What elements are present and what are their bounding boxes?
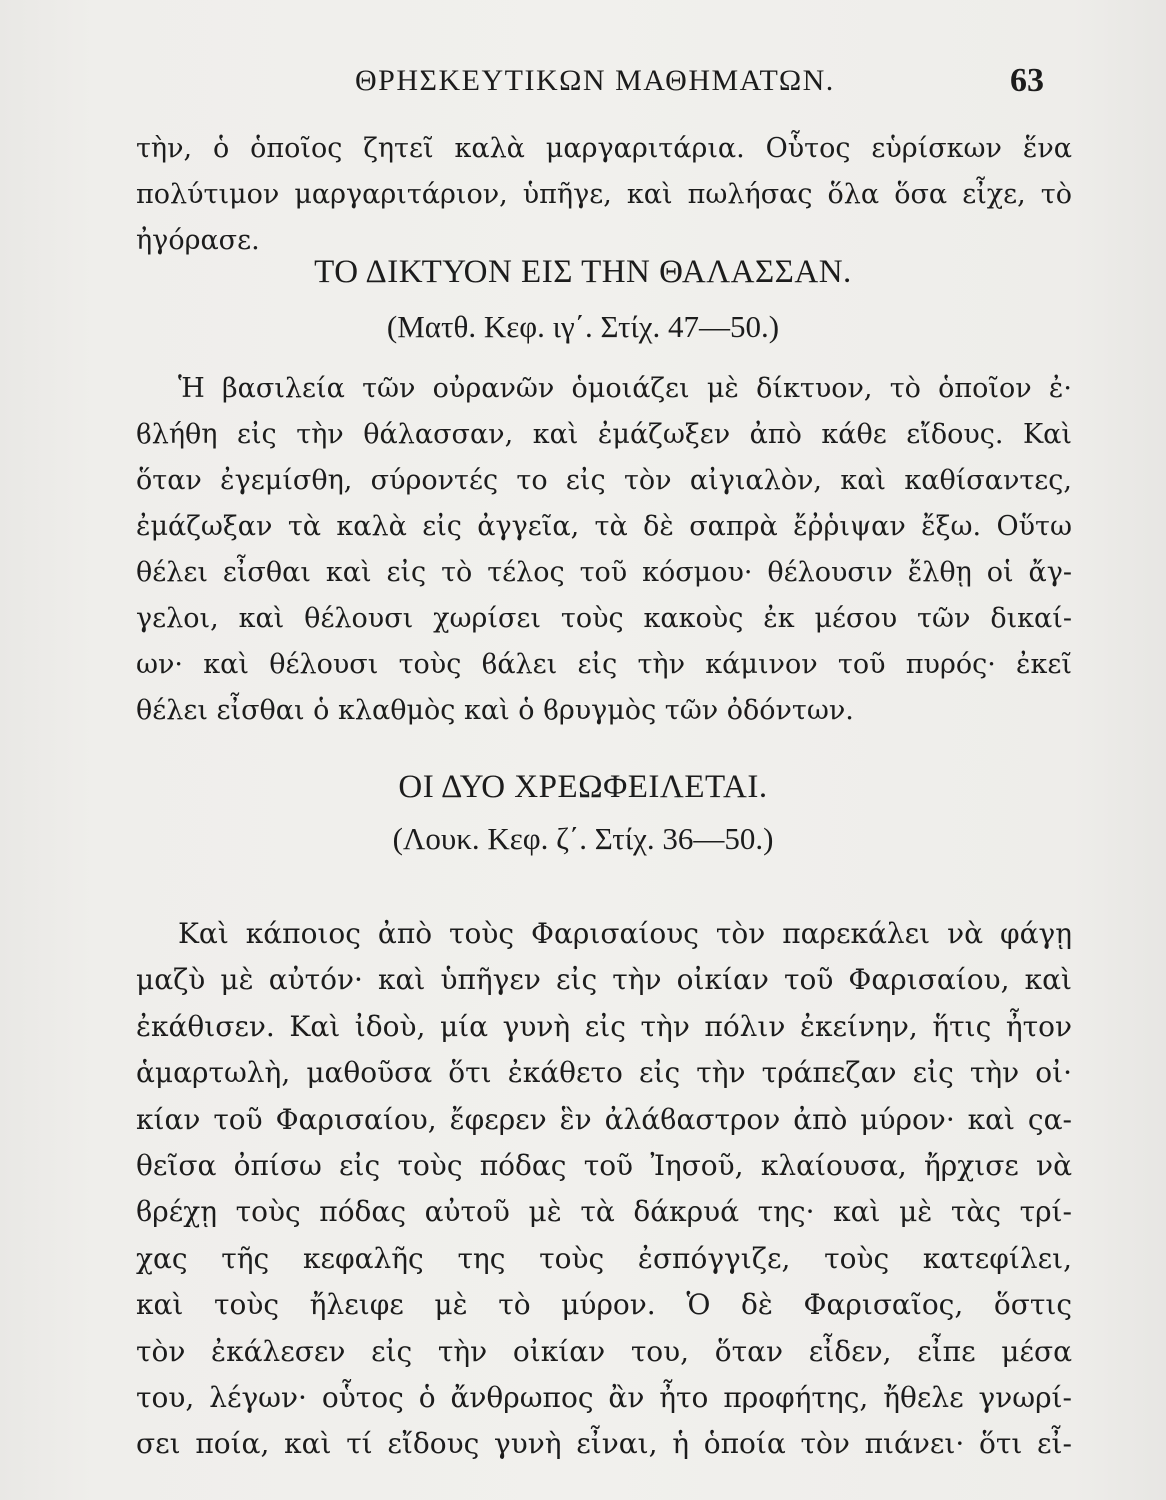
- text-line: του, λέγων· οὗτος ὁ ἄνθρωπος ἂν ἦτο προφήτης, ἤθελε γνωρί-: [136, 1380, 1072, 1414]
- text-line: Ἡ βασιλεία τῶν οὐρανῶν ὁμοιάζει μὲ δίκτυον, τὸ ὁποῖον ἐ·: [178, 373, 1072, 404]
- text-line: καὶ τοὺς ἤλειφε μὲ τὸ μύρον. Ὁ δὲ Φαρισαῖος, ὅστις: [136, 1288, 1072, 1322]
- text-line: πολύτιμον μαργαριτάριον, ὑπῆγε, καὶ πωλήσας ὅλα ὅσα εἶχε, τὸ: [136, 179, 1072, 210]
- page-number: 63: [1010, 62, 1044, 99]
- text-line: ϐλήθη εἰς τὴν θάλασσαν, καὶ ἐμάζωξεν ἀπὸ κάθε εἴδους. Καὶ: [136, 419, 1072, 450]
- text-line: ἁμαρτωλὴ, μαθοῦσα ὅτι ἐκάθετο εἰς τὴν τράπεζαν εἰς τὴν οἰ·: [136, 1056, 1072, 1090]
- text-line: ἐμάζωξαν τὰ καλὰ εἰς ἀγγεῖα, τὰ δὲ σαπρὰ ἔῤῥιψαν ἔξω. Οὕτω: [136, 511, 1072, 542]
- net-paragraph: [136, 366, 1072, 734]
- text-line: χας τῆς κεφαλῆς της τοὺς ἐσπόγγιζε, τοὺς κατεφίλει,: [136, 1241, 1072, 1275]
- text-line: μαζὺ μὲ αὐτόν· καὶ ὑπῆγεν εἰς τὴν οἰκίαν τοῦ Φαρισαίου, καὶ: [136, 963, 1072, 997]
- section-reference-debtors: (Λουκ. Κεφ. ζ΄. Στίχ. 36—50.): [392, 821, 774, 856]
- text-line: γελοι, καὶ θέλουσι χωρίσει τοὺς κακοὺς ἐκ μέσου τῶν δικαί-: [136, 603, 1072, 634]
- running-header: ΘΡΗΣΚΕΥΤΙΚΩΝ ΜΑΘΗΜΑΤΩΝ.: [355, 64, 835, 97]
- section-title-net: ΤΟ ΔΙΚΤΥΟΝ ΕΙΣ ΤΗΝ ΘΑΛΑΣΣΑΝ.: [314, 254, 852, 290]
- text-line: σει ποία, καὶ τί εἴδους γυνὴ εἶναι, ἡ ὁποία τὸν πιάνει· ὅτι εἶ-: [136, 1427, 1072, 1461]
- text-line: θεῖσα ὀπίσω εἰς τοὺς πόδας τοῦ Ἰησοῦ, κλαίουσα, ἤρχισε νὰ: [136, 1148, 1072, 1182]
- text-line: ὅταν ἐγεμίσθη, σύροντές το εἰς τὸν αἰγιαλὸν, καὶ καθίσαντες,: [136, 465, 1072, 496]
- text-line: ων· καὶ θέλουσι τοὺς ϐάλει εἰς τὴν κάμινον τοῦ πυρός· ἐκεῖ: [136, 649, 1072, 680]
- text-line: θέλει εἶσθαι καὶ εἰς τὸ τέλος τοῦ κόσμου· θέλουσιν ἔλθῃ οἱ ἄγ-: [136, 557, 1072, 588]
- text-line: θέλει εἶσθαι ὁ κλαθμὸς καὶ ὁ ϐρυγμὸς τῶν ὀδόντων.: [136, 695, 854, 726]
- text-line: ἐκάθισεν. Καὶ ἰδοὺ, μία γυνὴ εἰς τὴν πόλιν ἐκείνην, ἥτις ἦτον: [136, 1009, 1072, 1043]
- continuation-paragraph: [136, 126, 1072, 264]
- text-line: τὸν ἐκάλεσεν εἰς τὴν οἰκίαν του, ὅταν εἶδεν, εἶπε μέσα: [136, 1334, 1072, 1368]
- text-line: ἠγόρασε.: [136, 225, 260, 256]
- section-reference-net: (Ματθ. Κεφ. ιγ΄. Στίχ. 47—50.): [386, 309, 780, 344]
- text-line: τὴν, ὁ ὁποῖος ζητεῖ καλὰ μαργαριτάρια. Οὗτος εὑρίσκων ἕνα: [136, 133, 1072, 164]
- text-line: κίαν τοῦ Φαρισαίου, ἔφερεν ἓν ἀλάϐαστρον ἀπὸ μύρον· καὶ ςα-: [136, 1102, 1072, 1136]
- text-line: Καὶ κάποιος ἀπὸ τοὺς Φαρισαίους τὸν παρεκάλει νὰ φάγῃ: [178, 917, 1072, 950]
- text-line: ϐρέχῃ τοὺς πόδας αὐτοῦ μὲ τὰ δάκρυά της· καὶ μὲ τὰς τρί-: [136, 1195, 1072, 1229]
- debtors-paragraph: [136, 911, 1072, 1468]
- section-title-debtors: ΟΙ ΔΥΟ ΧΡΕΩΦΕΙΛΕΤΑΙ.: [398, 769, 768, 805]
